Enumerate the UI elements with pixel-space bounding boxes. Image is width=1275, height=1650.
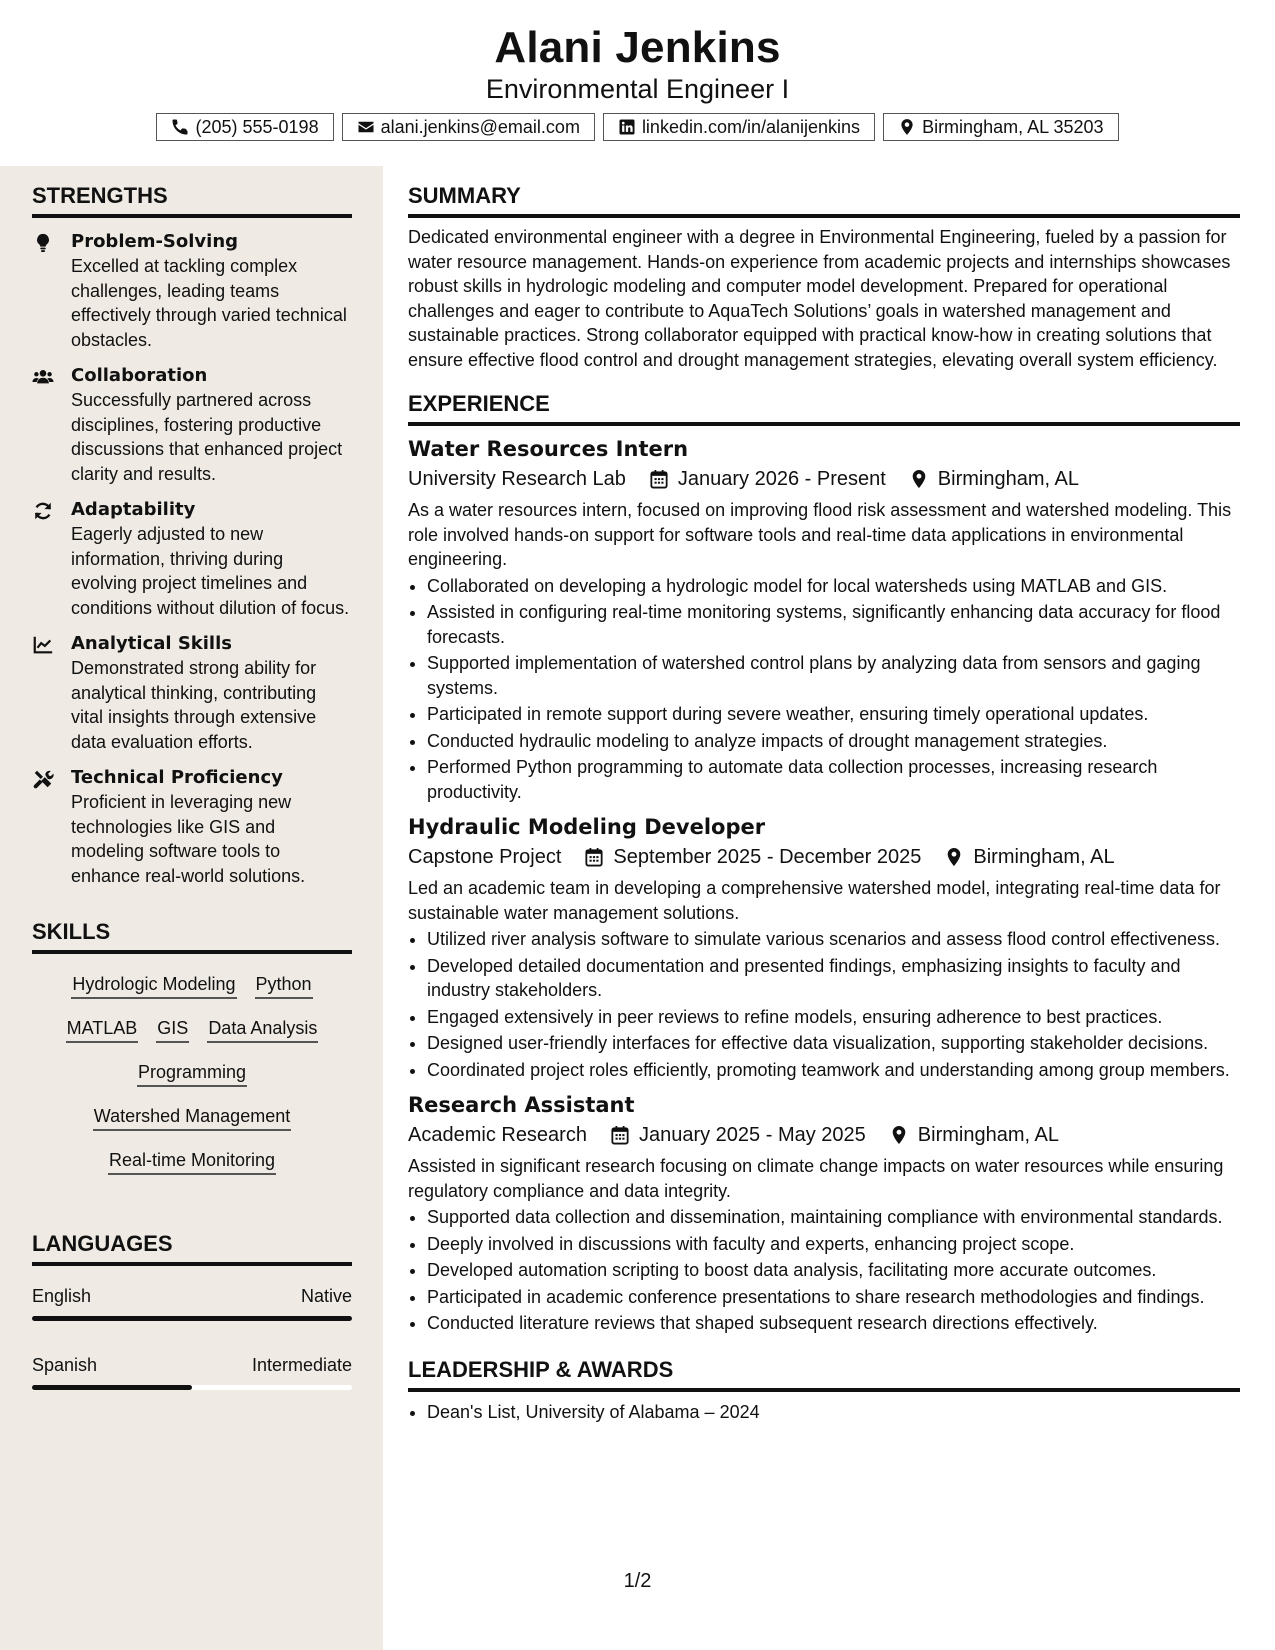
experience-heading: EXPERIENCE	[408, 374, 1240, 426]
job-bullet: • Collaborated on developing a hydrologic model for local watersheds using MATLAB and GIS.	[427, 574, 1240, 599]
job-bullet: • Participated in academic conference presentations to share research methodologies and findings.	[427, 1285, 1240, 1310]
language-level: Native	[300, 1286, 352, 1306]
job-description: As a water resources intern, focused on improving flood risk assessment and watershed modeling. This role involved hands-on support for software tools and real-time data applications in environmental engineering.	[408, 500, 1232, 569]
calendar-icon	[611, 1125, 629, 1145]
strength-desc: Demonstrated strong ability for analytical thinking, contributing vital insights through extensive data evaluation efforts.	[71, 658, 317, 752]
skill-tag: Real-time Monitoring	[108, 1148, 276, 1175]
awards-list	[408, 1400, 1240, 1425]
phone-text: (205) 555-0198	[195, 116, 319, 137]
languages-heading: LANGUAGES	[32, 1214, 352, 1266]
job-bullet: • Supported implementation of watershed control plans by analyzing data from sensors and gaging systems.	[427, 651, 1240, 700]
job-bullet: • Designed user-friendly interfaces for effective data visualization, supporting stakeholder decisions.	[427, 1031, 1240, 1056]
strength-title: Technical Proficiency	[71, 767, 283, 788]
job-location: Birmingham, AL	[937, 468, 1079, 490]
job-entry	[408, 1090, 1240, 1336]
tools-icon	[32, 768, 54, 790]
skill-tag: Watershed Management	[93, 1104, 291, 1131]
language-bar-fill	[32, 1316, 352, 1321]
job-bullet: • Coordinated project roles efficiently, promoting teamwork and understanding among group members.	[427, 1058, 1240, 1083]
map-marker-icon	[945, 847, 963, 867]
job-bullets	[408, 1205, 1240, 1336]
main-content	[408, 166, 1240, 1424]
award-item: • Dean's List, University of Alabama – 2024	[427, 1400, 1240, 1425]
language-bar	[32, 1316, 352, 1321]
job-dates: January 2026 - Present	[677, 468, 886, 490]
skills-heading: SKILLS	[32, 902, 352, 954]
job-title: Water Resources Intern	[408, 437, 689, 461]
job-entry	[408, 434, 1240, 804]
job-bullet: • Utilized river analysis software to simulate various scenarios and assess flood control effectiveness.	[427, 927, 1240, 952]
job-entry	[408, 812, 1240, 1082]
users-icon	[32, 366, 54, 388]
contact-email[interactable]	[342, 113, 595, 141]
job-org: Capstone Project	[408, 846, 562, 868]
job-meta	[408, 1120, 1240, 1150]
language-bar-fill	[32, 1385, 192, 1390]
strength-title: Adaptability	[71, 499, 196, 520]
contact-linkedin[interactable]	[603, 113, 875, 141]
strength-title: Problem-Solving	[71, 231, 239, 252]
language-name: English	[32, 1286, 92, 1306]
job-location: Birmingham, AL	[973, 846, 1115, 868]
strength-desc: Excelled at tackling complex challenges, leading teams effectively through varied technical obstacles.	[71, 256, 347, 350]
job-title: Research Assistant	[408, 1093, 635, 1117]
job-bullet: • Supported data collection and dissemination, maintaining compliance with environmental standards.	[427, 1205, 1240, 1230]
linkedin-text: linkedin.com/in/alanijenkins	[641, 116, 861, 137]
strength-title: Collaboration	[71, 365, 208, 386]
skill-tag: GIS	[156, 1016, 189, 1043]
map-marker-icon	[910, 469, 928, 489]
job-bullet: • Developed automation scripting to boost data analysis, facilitating more accurate outcomes.	[427, 1258, 1240, 1283]
contact-bar	[0, 113, 1275, 141]
strength-item	[32, 230, 352, 352]
job-bullet: • Assisted in configuring real-time monitoring systems, significantly enhancing data accuracy for flood forecasts.	[427, 600, 1240, 649]
summary-heading: SUMMARY	[408, 166, 1240, 218]
sidebar	[0, 166, 383, 1650]
job-description: Led an academic team in developing a comprehensive watershed model, integrating real-time data for sustainable water management solutions.	[408, 878, 1221, 923]
job-bullets	[408, 927, 1240, 1082]
awards-heading: LEADERSHIP & AWARDS	[408, 1340, 1240, 1392]
job-dates: September 2025 - December 2025	[613, 846, 922, 868]
page-number: 1/2	[623, 1570, 652, 1592]
candidate-title: Environmental Engineer I	[485, 74, 790, 104]
strength-desc: Eagerly adjusted to new information, thriving during evolving project timelines and conditions without dilution of focus.	[71, 524, 350, 618]
language-level: Intermediate	[251, 1355, 352, 1375]
lightbulb-icon	[32, 232, 54, 254]
strength-item	[32, 766, 352, 888]
job-bullet: • Engaged extensively in peer reviews to refine models, ensuring adherence to best practices.	[427, 1005, 1240, 1030]
job-location: Birmingham, AL	[917, 1124, 1059, 1146]
job-bullet: • Conducted literature reviews that shaped subsequent research directions effectively.	[427, 1311, 1240, 1336]
email-text: alani.jenkins@email.com	[380, 116, 580, 137]
contact-phone[interactable]	[156, 113, 333, 141]
skill-tag: Programming	[137, 1060, 247, 1087]
experience-list	[408, 434, 1240, 1336]
job-meta	[408, 842, 1240, 872]
contact-location[interactable]	[883, 113, 1118, 141]
job-bullet: • Deeply involved in discussions with faculty and experts, enhancing project scope.	[427, 1232, 1240, 1257]
envelope-icon	[357, 118, 375, 136]
language-item	[32, 1284, 352, 1321]
skill-tag: Hydrologic Modeling	[71, 972, 236, 999]
calendar-icon	[650, 469, 668, 489]
sync-icon	[32, 500, 54, 522]
summary-text: Dedicated environmental engineer with a degree in Environmental Engineering, fueled by a passion for water resource management. Hands-on experience from academic projects and internships showcases robust skills in hydrologic modeling and computer model development. Prepared for operational challenges and eager to contribute to AquaTech Solutions’ goals in watershed management and sustainable practices. Strong collaborator equipped with practical know-how in creating solutions that ensure effective flood control and drought management strategies, elevating overall system efficiency.	[408, 227, 1231, 370]
job-bullets	[408, 574, 1240, 805]
job-bullet: • Participated in remote support during severe weather, ensuring timely operational updates.	[427, 702, 1240, 727]
job-org: University Research Lab	[408, 468, 626, 490]
skill-tag: Data Analysis	[207, 1016, 318, 1043]
strength-item	[32, 364, 352, 486]
job-bullet: • Developed detailed documentation and presented findings, emphasizing insights to faculty and industry stakeholders.	[427, 954, 1240, 1003]
map-marker-icon	[898, 118, 916, 136]
job-org: Academic Research	[408, 1124, 587, 1146]
job-bullet: • Conducted hydraulic modeling to analyze impacts of drought management strategies.	[427, 729, 1240, 754]
strength-desc: Successfully partnered across disciplines, fostering productive discussions that enhanced project clarity and results.	[71, 390, 343, 484]
phone-icon	[171, 118, 189, 136]
strength-item	[32, 498, 352, 620]
job-dates: January 2025 - May 2025	[638, 1124, 866, 1146]
job-description: Assisted in significant research focusing on climate change impacts on water resources while ensuring regulatory compliance and data integrity.	[408, 1156, 1224, 1201]
strength-item	[32, 632, 352, 754]
strength-title: Analytical Skills	[71, 633, 232, 654]
strength-desc: Proficient in leveraging new technologies like GIS and modeling software tools to enhance real-world solutions.	[71, 792, 306, 886]
skill-tag: Python	[255, 972, 313, 999]
candidate-name: Alani Jenkins	[494, 23, 781, 72]
linkedin-icon	[618, 118, 636, 136]
strengths-heading: STRENGTHS	[32, 166, 352, 218]
language-item	[32, 1353, 352, 1390]
chart-line-icon	[32, 634, 54, 656]
language-name: Spanish	[32, 1355, 98, 1375]
location-text: Birmingham, AL 35203	[922, 116, 1104, 137]
job-meta	[408, 464, 1240, 494]
language-bar	[32, 1385, 352, 1390]
job-title: Hydraulic Modeling Developer	[408, 815, 766, 839]
map-marker-icon	[890, 1125, 908, 1145]
job-bullet: • Performed Python programming to automate data collection processes, increasing research productivity.	[427, 755, 1240, 804]
calendar-icon	[585, 847, 603, 867]
skills-list	[32, 954, 352, 1184]
skill-tag: MATLAB	[66, 1016, 139, 1043]
